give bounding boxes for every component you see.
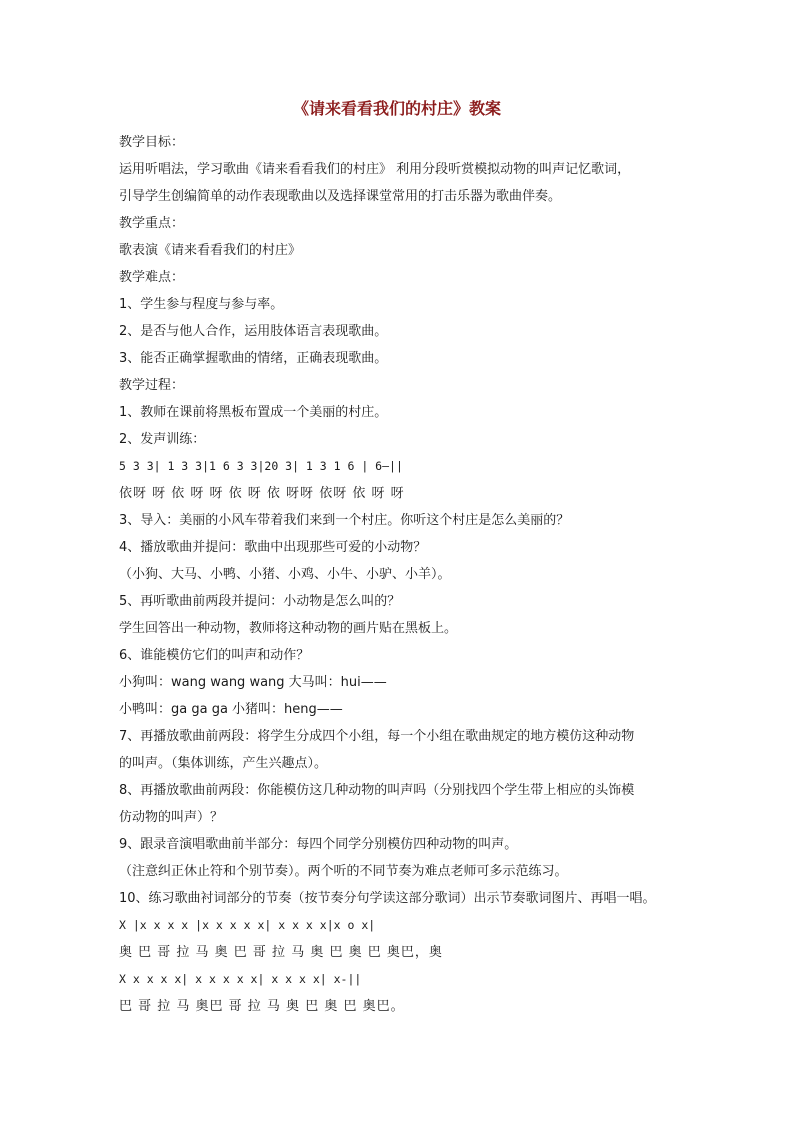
document-title: 《请来看看我们的村庄》教案 xyxy=(292,99,501,118)
list-item: 5、再听歌曲前两段并提问：小动物是怎么叫的？ xyxy=(119,594,401,609)
paragraph-line: （小狗、大马、小鸭、小猪、小鸡、小牛、小驴、小羊）。 xyxy=(119,567,451,582)
heading-teaching-goals: 教学目标： xyxy=(119,135,185,150)
list-item: 3、导入：美丽的小风车带着我们来到一个村庄。你听这个村庄是怎么美丽的？ xyxy=(119,513,570,528)
list-item: 2、是否与他人合作，运用肢体语言表现歌曲。 xyxy=(119,324,388,339)
paragraph-line: 仿动物的叫声）？ xyxy=(119,810,224,825)
document-body xyxy=(119,129,699,1020)
paragraph-line: 运用听唱法，学习歌曲《请来看看我们的村庄》 利用分段听赏模拟动物的叫声记忆歌词， xyxy=(119,162,631,177)
list-item: 1、教师在课前将黑板布置成一个美丽的村庄。 xyxy=(119,405,388,420)
paragraph-line: 引导学生创编简单的动作表现歌曲以及选择课堂常用的打击乐器为歌曲伴奏。 xyxy=(119,189,562,204)
lyrics-line: 巴 哥 拉 马 奥巴 哥 拉 马 奥 巴 奥 巴 奥巴。 xyxy=(119,999,405,1014)
list-item: 7、再播放歌曲前两段：将学生分成四个小组，每一个小组在歌曲规定的地方模仿这种动物 xyxy=(119,729,635,744)
paragraph-line: 小鸭叫：ga ga ga 小猪叫：heng—— xyxy=(119,702,343,717)
notation-line: X |x x x x |x x x x x| x x x x|x o x| xyxy=(119,918,376,932)
heading-teaching-focus: 教学重点： xyxy=(119,216,185,231)
list-item: 1、学生参与程度与参与率。 xyxy=(119,297,284,312)
list-item: 4、播放歌曲并提问：歌曲中出现那些可爱的小动物？ xyxy=(119,540,427,555)
list-item: 6、谁能模仿它们的叫声和动作？ xyxy=(119,648,310,663)
list-item: 2、发声训练： xyxy=(119,432,206,447)
list-item: 8、再播放歌曲前两段：你能模仿这几种动物的叫声吗（分别找四个学生带上相应的头饰模 xyxy=(119,783,635,798)
heading-teaching-difficulties: 教学难点： xyxy=(119,270,185,285)
paragraph-line: 的叫声。（集体训练，产生兴趣点）。 xyxy=(119,756,328,771)
heading-teaching-process: 教学过程： xyxy=(119,378,185,393)
paragraph-line: （注意纠正休止符和个别节奏）。两个听的不同节奏为难点老师可多示范练习。 xyxy=(119,864,568,879)
lyrics-line: 依呀 呀 依 呀 呀 依 呀 依 呀呀 依呀 依 呀 呀 xyxy=(119,486,405,501)
paragraph-line: 歌表演《请来看看我们的村庄》 xyxy=(119,243,302,258)
paragraph-line: 学生回答出一种动物，教师将这种动物的画片贴在黑板上。 xyxy=(119,621,458,636)
list-item: 3、能否正确掌握歌曲的情绪，正确表现歌曲。 xyxy=(119,351,388,366)
notation-line: 5 3 3| 1 3 3|1 6 3 3|20 3| 1 3 1 6 | 6—|| xyxy=(119,459,403,473)
lyrics-line: 奥 巴 哥 拉 马 奥 巴 哥 拉 马 奥 巴 奥 巴 奥巴，奥 xyxy=(119,945,443,960)
list-item: 9、跟录音演唱歌曲前半部分：每四个同学分别模仿四种动物的叫声。 xyxy=(119,837,518,852)
notation-line: X x x x x| x x x x x| x x x x| x-|| xyxy=(119,972,362,986)
paragraph-line: 小狗叫：wang wang wang 大马叫：hui—— xyxy=(119,675,387,690)
list-item: 10、练习歌曲衬词部分的节奏（按节奏分句学读这部分歌词）出示节奏歌词图片、再唱一唱。 xyxy=(119,891,656,906)
